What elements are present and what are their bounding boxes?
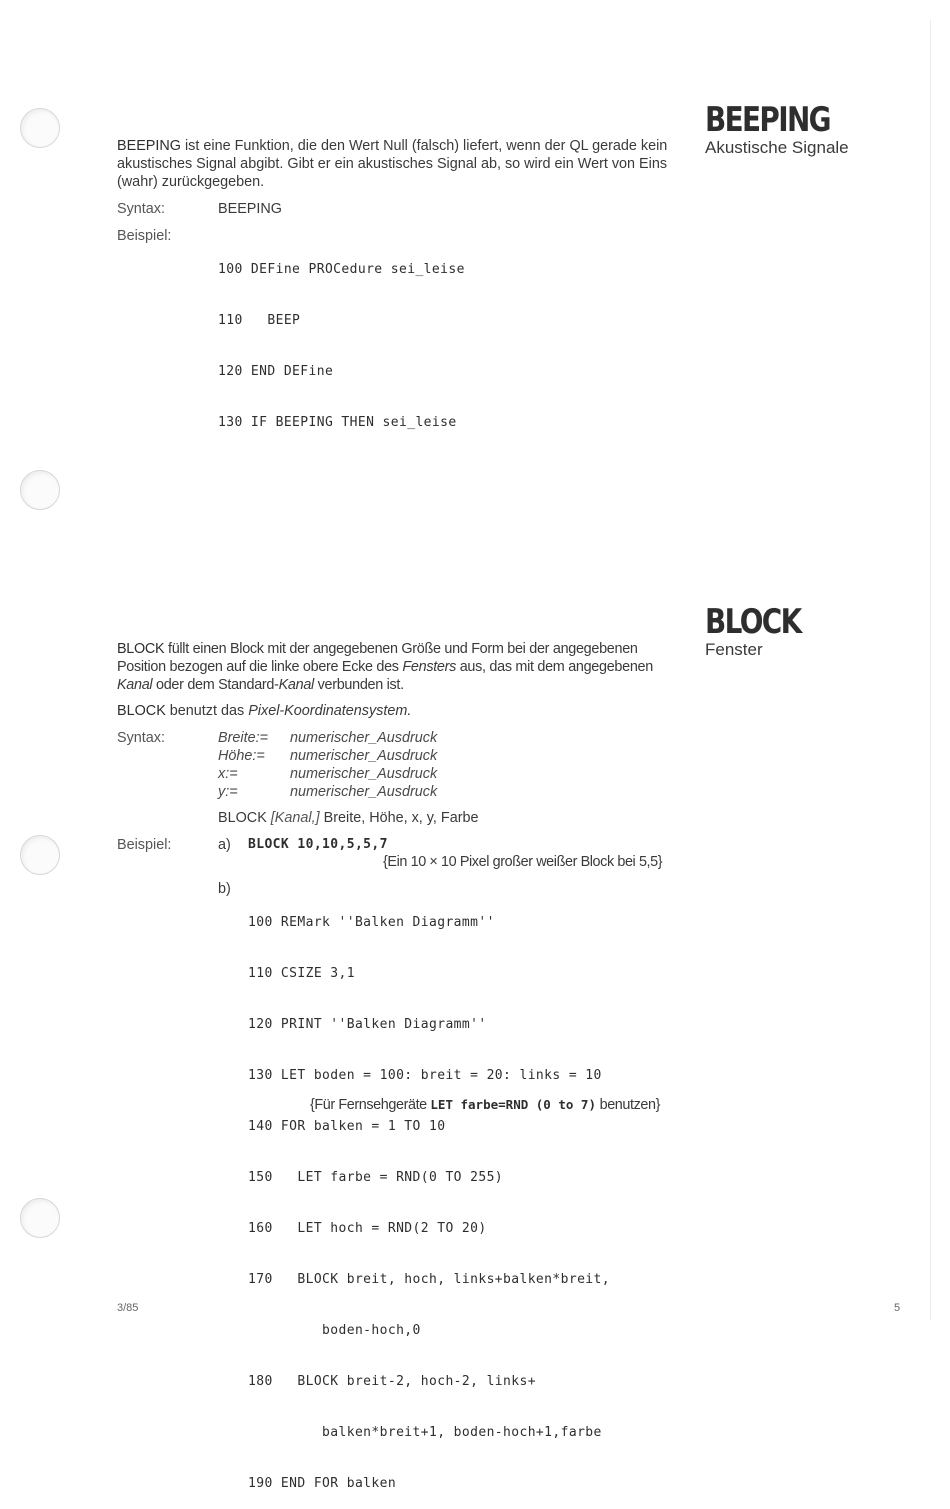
syntax-def-value: numerischer_Ausdruck bbox=[290, 784, 438, 800]
code-line: 180 BLOCK breit-2, hoch-2, links+ bbox=[248, 1374, 536, 1389]
block-desc-part2: aus, das mit dem angegebenen bbox=[459, 659, 653, 676]
syntax-def-value: numerischer_Ausdruck bbox=[290, 730, 438, 746]
syntax-def-row bbox=[218, 729, 438, 747]
block-syntax-keyword: BLOCK bbox=[218, 810, 267, 826]
block-pixel-line bbox=[117, 702, 689, 720]
code-line: 170 BLOCK breit, hoch, links+balken*breit, bbox=[248, 1272, 610, 1287]
block-desc-part1: füllt einen Block mit der angegebenen Größe und Form bei der angegebenen Position bezogen auf die linke obere Ecke des bbox=[117, 641, 638, 676]
beeping-code bbox=[218, 227, 465, 448]
code-line: 190 END FOR balken bbox=[248, 1476, 397, 1491]
block-syntax-label: Syntax: bbox=[117, 730, 165, 746]
beeping-description-text: ist eine Funktion, die den Wert Null (falsch) liefert, wenn der QL gerade kein akustisches Signal abgibt. Gibt er ein akustisches Signal ab, so wird ein Wert von Eins (wahr) zurückgegeben. bbox=[117, 138, 668, 191]
tv-note-code: LET farbe=RND (0 to 7) bbox=[430, 1097, 596, 1112]
block-title: BLOCK bbox=[705, 602, 801, 642]
syntax-def-row bbox=[218, 765, 438, 783]
footer-date: 3/85 bbox=[117, 1302, 139, 1314]
block-syntax-params: Breite, Höhe, x, y, Farbe bbox=[323, 810, 479, 826]
syntax-def-value: numerischer_Ausdruck bbox=[290, 748, 438, 764]
block-desc-kanal: Kanal bbox=[117, 677, 153, 694]
beeping-keyword: BEEPING bbox=[117, 138, 181, 154]
syntax-def-name: Höhe:= bbox=[218, 748, 265, 764]
block-heading bbox=[705, 604, 822, 660]
tv-note bbox=[310, 1096, 660, 1114]
syntax-def-name: x:= bbox=[218, 766, 238, 782]
code-line: 100 REMark ''Balken Diagramm'' bbox=[248, 915, 495, 930]
beeping-syntax-value: BEEPING bbox=[218, 201, 282, 217]
block-syntax-kanal: [Kanal,] bbox=[270, 810, 320, 826]
syntax-def-row bbox=[218, 747, 438, 765]
tv-note-prefix: {Für Fernsehgeräte bbox=[310, 1097, 427, 1113]
example-b-code bbox=[248, 880, 610, 1509]
code-line: 120 PRINT ''Balken Diagramm'' bbox=[248, 1017, 487, 1032]
code-line: 110 BEEP bbox=[218, 313, 301, 328]
block-desc-fenster: Fensters bbox=[402, 659, 457, 676]
example-b-marker: b) bbox=[218, 881, 231, 897]
block-pixel-keyword: BLOCK bbox=[117, 703, 166, 719]
example-a-code: BLOCK 10,10,5,5,7 bbox=[248, 837, 388, 852]
example-a-marker: a) bbox=[218, 837, 231, 853]
punch-hole-2 bbox=[20, 470, 60, 510]
beeping-heading bbox=[705, 102, 857, 158]
syntax-def-name: y:= bbox=[218, 784, 238, 800]
beeping-subtitle: Akustische Signale bbox=[705, 138, 849, 157]
footer-page-number: 5 bbox=[894, 1302, 901, 1314]
block-description bbox=[117, 640, 689, 695]
block-pixel-system: Pixel-Koordinatensystem. bbox=[248, 703, 412, 719]
code-line: 100 DEFine PROCedure sei_leise bbox=[218, 262, 465, 277]
block-subtitle: Fenster bbox=[705, 640, 763, 659]
block-desc-part3: oder dem Standard- bbox=[156, 677, 279, 694]
page-edge bbox=[930, 20, 931, 1320]
syntax-def-row bbox=[218, 783, 438, 801]
code-line: 130 IF BEEPING THEN sei_leise bbox=[218, 415, 457, 430]
code-line: 150 LET farbe = RND(0 TO 255) bbox=[248, 1170, 504, 1185]
block-example-label: Beispiel: bbox=[117, 837, 172, 853]
syntax-def-name: Breite:= bbox=[218, 730, 268, 746]
punch-hole-3 bbox=[20, 835, 60, 875]
tv-note-suffix: benutzen} bbox=[599, 1097, 661, 1113]
code-line: balken*breit+1, boden-hoch+1,farbe bbox=[248, 1425, 602, 1440]
beeping-description bbox=[117, 137, 689, 192]
block-syntax-line bbox=[218, 809, 479, 827]
code-line: 110 CSIZE 3,1 bbox=[248, 966, 355, 981]
code-line: 140 FOR balken = 1 TO 10 bbox=[248, 1119, 446, 1134]
code-line: 120 END DEFine bbox=[218, 364, 334, 379]
block-keyword: BLOCK bbox=[117, 641, 165, 657]
example-a-note: {Ein 10 × 10 Pixel großer weißer Block bei 5,5} bbox=[383, 854, 663, 870]
beeping-title: BEEPING bbox=[705, 100, 830, 140]
code-line: 130 LET boden = 100: breit = 20: links = 10 bbox=[248, 1068, 602, 1083]
beeping-example-label: Beispiel: bbox=[117, 228, 172, 244]
syntax-def-value: numerischer_Ausdruck bbox=[290, 766, 438, 782]
punch-hole-4 bbox=[20, 1198, 60, 1238]
punch-hole-1 bbox=[20, 108, 60, 148]
block-desc-part4: verbunden ist. bbox=[317, 677, 404, 694]
code-line: 160 LET hoch = RND(2 TO 20) bbox=[248, 1221, 487, 1236]
beeping-syntax-label: Syntax: bbox=[117, 201, 165, 217]
block-pixel-text: benutzt das bbox=[169, 703, 245, 719]
block-desc-standard-kanal: Kanal bbox=[278, 677, 314, 694]
code-line: boden-hoch,0 bbox=[248, 1323, 421, 1338]
